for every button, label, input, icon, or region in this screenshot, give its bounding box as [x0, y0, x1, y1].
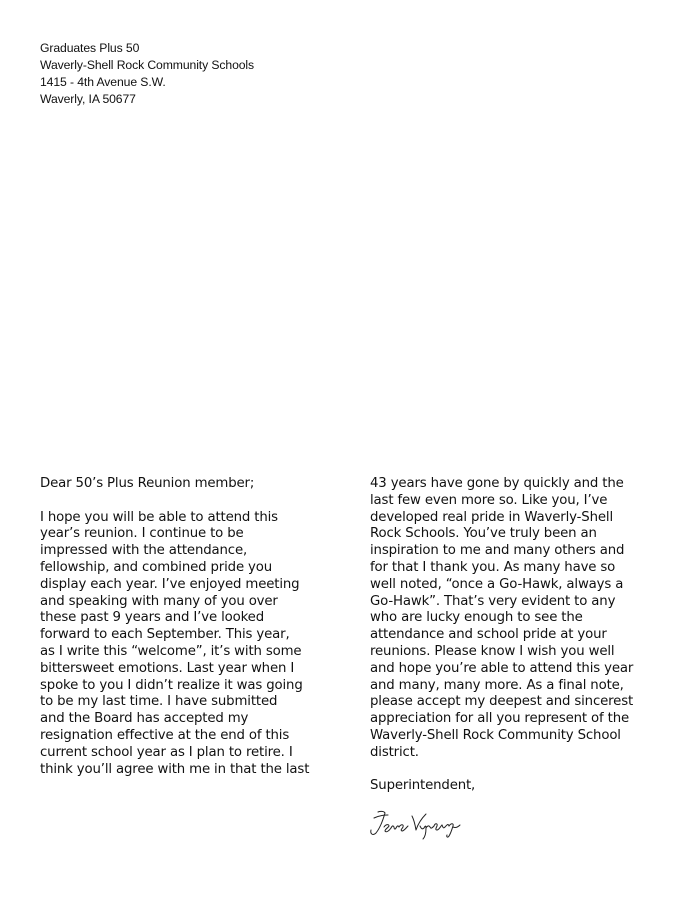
body-line: resignation effective at the end of this [40, 727, 290, 743]
address-line-1: Graduates Plus 50 [40, 41, 140, 55]
body-line: I hope you will be able to attend this [40, 509, 278, 525]
body-line: inspiration to me and many others and [370, 543, 625, 559]
body-line: and many, many more. As a final note, [370, 677, 624, 693]
body-line: these past 9 years and I’ve looked [40, 610, 264, 626]
body-line: 43 years have gone by quickly and the [370, 476, 624, 491]
body-line: last few even more so. Like you, I’ve [370, 492, 608, 508]
body-line: developed real pride in Waverly-Shell [370, 509, 613, 525]
address-line-3: 1415 - 4th Avenue S.W. [40, 75, 166, 89]
closing: Superintendent, [370, 778, 476, 794]
body-line: well noted, “once a Go-Hawk, always a [370, 576, 624, 592]
body-line: forward to each September. This year, [40, 627, 290, 643]
letter-left-column [40, 476, 340, 778]
body-line: who are lucky enough to see the [370, 610, 583, 626]
body-line: Go-Hawk”. That’s very evident to any [370, 593, 616, 609]
paragraph-gap [40, 493, 340, 510]
recipient-address [40, 40, 254, 108]
body-line: Waverly-Shell Rock Community School [370, 727, 621, 743]
address-line-4: Waverly, IA 50677 [40, 92, 136, 106]
letter-right-column [370, 476, 670, 795]
paragraph-gap [370, 762, 670, 779]
body-line: spoke to you I didn’t realize it was going [40, 677, 303, 693]
body-line: impressed with the attendance, [40, 543, 248, 559]
body-line: reunions. Please know I wish you well [370, 643, 615, 659]
body-line: to be my last time. I have submitted [40, 694, 278, 710]
address-line-2: Waverly-Shell Rock Community Schools [40, 58, 255, 72]
body-line: and speaking with many of you over [40, 593, 278, 609]
body-line: and the Board has accepted my [40, 711, 249, 727]
body-line: appreciation for all you represent of the [370, 711, 630, 727]
body-line: attendance and school pride at your [370, 627, 607, 643]
body-line: display each year. I’ve enjoyed meeting [40, 576, 300, 592]
body-line: bittersweet emotions. Last year when I [40, 660, 295, 676]
body-line: fellowship, and combined pride you [40, 559, 273, 575]
body-line: as I write this “welcome”, it’s with some [40, 643, 302, 659]
body-line: district. [370, 744, 419, 760]
salutation: Dear 50’s Plus Reunion member; [40, 476, 255, 491]
signature-image [368, 806, 464, 842]
body-line: Rock Schools. You’ve truly been an [370, 526, 597, 542]
body-line: and hope you’re able to attend this year [370, 660, 634, 676]
body-line: year’s reunion. I continue to be [40, 526, 244, 542]
body-line: for that I thank you. As many have so [370, 559, 616, 575]
body-line: think you’ll agree with me in that the last [40, 761, 310, 777]
body-line: please accept my deepest and sincerest [370, 694, 634, 710]
body-line: current school year as I plan to retire. I [40, 744, 293, 760]
